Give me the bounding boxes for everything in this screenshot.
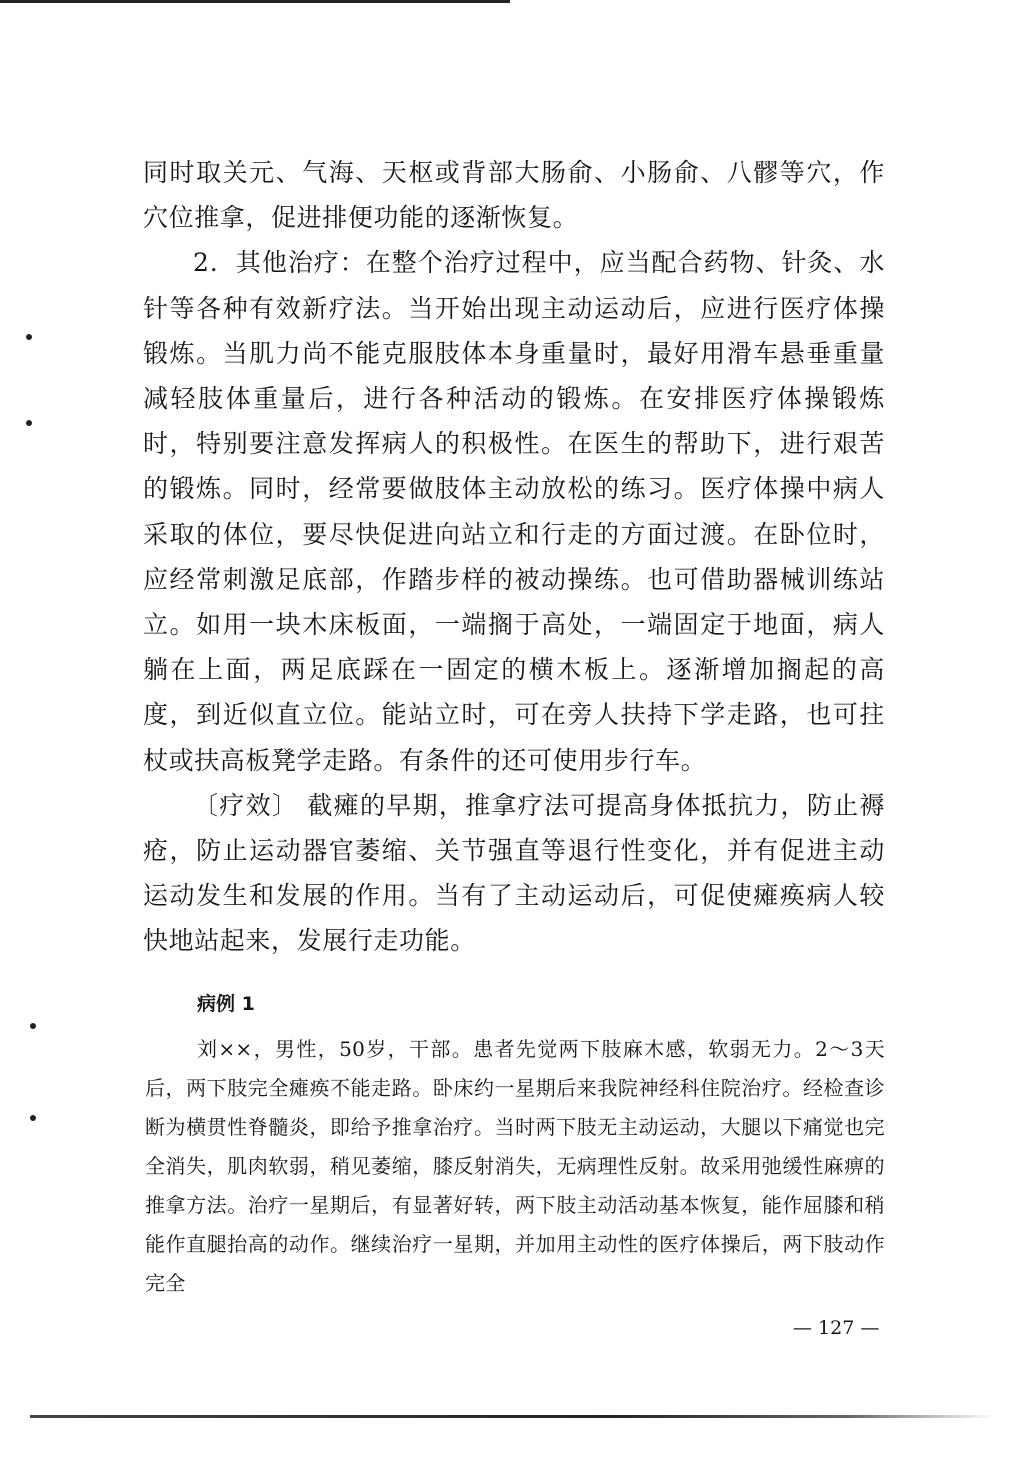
paragraph: 同时取关元、气海、天枢或背部大肠俞、小肠俞、八髎等穴，作穴位推拿，促进排便功能的逐渐恢复。 <box>143 158 885 233</box>
body-text <box>143 150 885 964</box>
margin-mark <box>26 420 32 426</box>
bottom-border-rule <box>30 1415 995 1418</box>
case-paragraph: 刘××，男性，50岁，干部。患者先觉两下肢麻木感，软弱无力。2～3天后，两下肢完全瘫痪不能走路。卧床约一星期后来我院神经科住院治疗。经检查诊断为横贯性脊髓炎，即给予推拿治疗。当时两下肢无主动运动，大腿以下痛觉也完全消失，肌肉软弱，稍见萎缩，膝反射消失，无病理性反射。故采用弛缓性麻痹的推拿方法。治疗一星期后，有显著好转，两下肢主动活动基本恢复，能作屈膝和稍能作直腿抬高的动作。继续治疗一星期，并加用主动性的医疗体操后，两下肢动作完全 <box>145 1037 885 1295</box>
page-number: — 127 — <box>793 1317 880 1339</box>
margin-mark <box>30 1023 36 1029</box>
margin-mark <box>30 1115 36 1121</box>
top-border-rule <box>0 0 510 3</box>
case-title: 病例 1 <box>197 993 255 1015</box>
margin-mark <box>26 334 32 340</box>
paragraph: 2．其他治疗：在整个治疗过程中，应当配合药物、针灸、水针等各种有效新疗法。当开始出现主动运动后，应进行医疗体操锻炼。当肌力尚不能克服肢体本身重量时，最好用滑车悬垂重量减轻肢体重量后，进行各种活动的锻炼。在安排医疗体操锻炼时，特别要注意发挥病人的积极性。在医生的帮助下，进行艰苦的锻炼。同时，经常要做肢体主动放松的练习。医疗体操中病人采取的体位，要尽快促进向站立和行走的方面过渡。在卧位时，应经常刺激足底部，作踏步样的被动操练。也可借助器械训练站立。如用一块木床板面，一端搁于高处，一端固定于地面，病人躺在上面，两足底踩在一固定的横木板上。逐渐增加搁起的高度，到近似直立位。能站立时，可在旁人扶持下学走路，也可拄杖或扶高板凳学走路。有条件的还可使用步行车。 <box>143 248 885 775</box>
paragraph: 〔疗效〕 截瘫的早期，推拿疗法可提高身体抵抗力，防止褥疮，防止运动器官萎缩、关节强直等退行性变化，并有促进主动运动发生和发展的作用。当有了主动运动后，可促使瘫痪病人较快地站起来，发展行走功能。 <box>143 790 885 956</box>
case-text <box>145 1030 885 1303</box>
